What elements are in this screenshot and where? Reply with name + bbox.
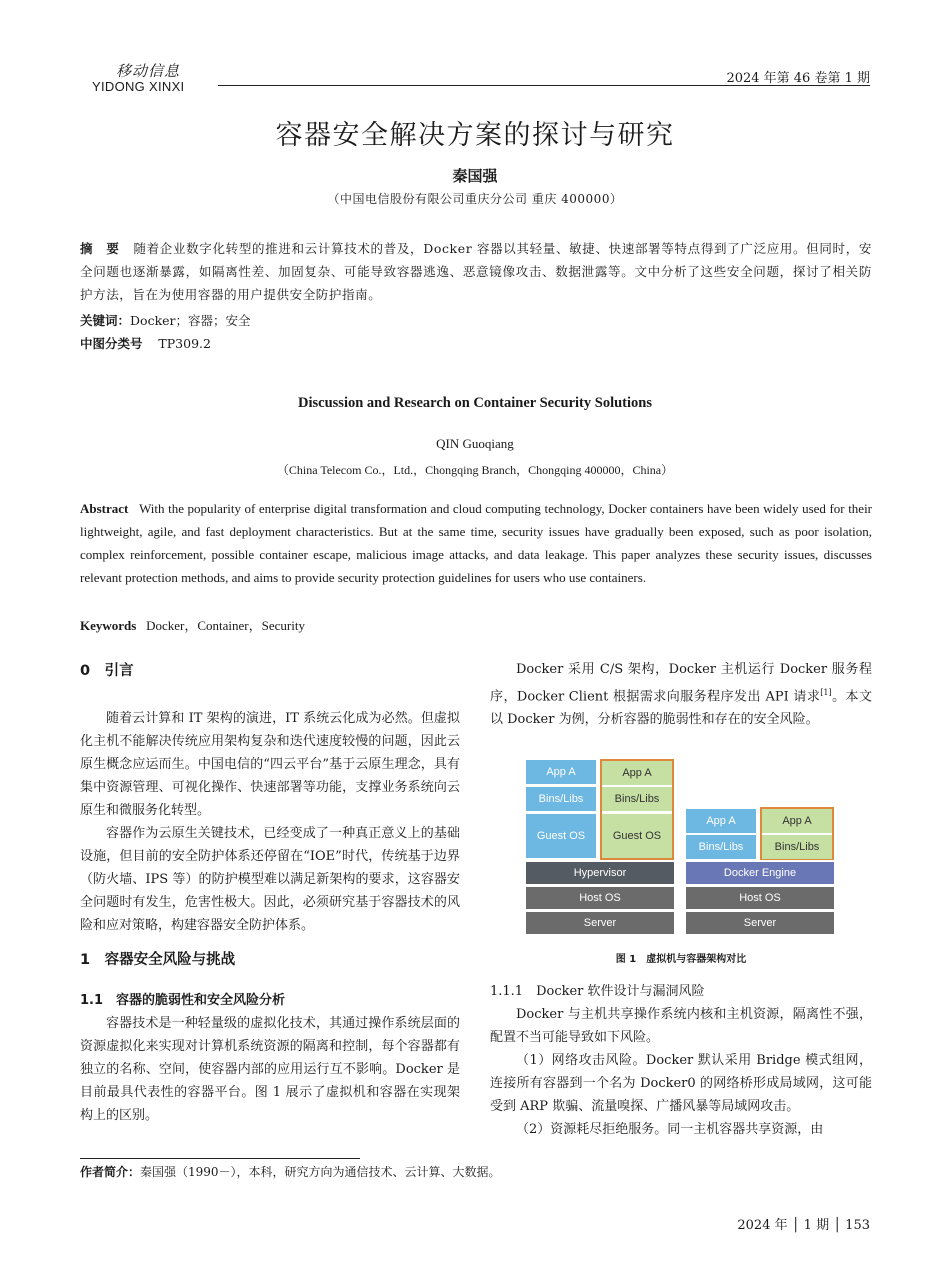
bio-rule xyxy=(80,1158,360,1159)
left-column xyxy=(80,660,460,1127)
vm-guest-os-2: Guest OS xyxy=(602,814,672,858)
citation-1: [1] xyxy=(820,688,832,697)
bio-label: 作者简介： xyxy=(80,1165,141,1179)
class-value: TP309.2 xyxy=(158,336,211,351)
classification xyxy=(80,334,211,352)
author-en: QIN Guoqiang xyxy=(436,436,514,451)
abstract-en-label: Abstract xyxy=(80,501,129,516)
abstract-en-text: With the popularity of enterprise digital transformation and cloud computing technology, Docker containers have been widely used for their lightweight, agile, and fast deployment characteristics. But at the same time, security issues have gradually been exposed, such as poor isolation, complex reinforcement, possible container escape, malicious image attacks, and data leakage. This paper analyzes these security issues, discusses relevant protection methods, and aims to provide security protection guidelines for users who use containers. xyxy=(80,501,873,585)
right-paragraph-1b: 。本文以 Docker 为例，分析容器的脆弱性和存在的安全风险。 xyxy=(490,689,872,728)
page-footer: 2024 年 │ 1 期 │ 153 xyxy=(737,1218,870,1233)
section-0-heading: 0 引言 xyxy=(80,663,134,679)
abstract-label: 摘 要 xyxy=(80,241,120,256)
right-paragraph-1 xyxy=(490,658,872,731)
ct-bins-1: Bins/Libs xyxy=(686,835,756,859)
vm-hypervisor: Hypervisor xyxy=(526,862,674,884)
issue-info: 2024 年第 46 卷第 1 期 xyxy=(726,71,870,86)
paper-title: 容器安全解决方案的探讨与研究 xyxy=(275,120,675,151)
right-column-top xyxy=(490,658,872,731)
vm-bins-2: Bins/Libs xyxy=(602,787,672,811)
ct-app-a-1: App A xyxy=(686,809,756,833)
section-1-1-paragraph: 容器技术是一种轻量级的虚拟化技术，其通过操作系统层面的资源虚拟化来实现对计算机系统资源的隔离和控制，每个容器都有独立的名称、空间，使容器内部的应用运行互不影响。Docker 是目前最具代表性的容器平台。图 1 展示了虚拟机和容器在实现架构上的区别。 xyxy=(80,1016,460,1123)
vm-bins-1: Bins/Libs xyxy=(526,787,596,811)
journal-name-en: YIDONG XINXI xyxy=(92,79,185,94)
vm-app-a-1: App A xyxy=(526,760,596,784)
keywords-en-text: Docker，Container，Security xyxy=(146,618,305,633)
header-rule xyxy=(218,85,870,86)
paper-title-en: Discussion and Research on Container Security Solutions xyxy=(298,395,652,411)
affiliation: （中国电信股份有限公司重庆分公司 重庆 400000） xyxy=(327,192,623,206)
figure-1 xyxy=(490,752,872,942)
author-bio xyxy=(80,1163,501,1180)
ct-bins-2: Bins/Libs xyxy=(762,835,832,859)
right-paragraph-1a: Docker 采用 C/S 架构，Docker 主机运行 Docker 服务程序，Docker Client 根据需求向服务程序发出 API 请求 xyxy=(490,662,872,705)
section-1-heading: 1 容器安全风险与挑战 xyxy=(80,952,236,968)
vm-server: Server xyxy=(526,912,674,934)
right-paragraph-2: Docker 与主机共享操作系统内核和主机资源，隔离性不强，配置不当可能导致如下风险。 xyxy=(490,1007,872,1045)
vm-host-os: Host OS xyxy=(526,887,674,909)
keywords-cn xyxy=(80,311,251,329)
right-column-bottom xyxy=(490,980,872,1141)
keywords-en xyxy=(80,615,305,634)
abstract-cn xyxy=(80,237,872,306)
vm-guest-os-1: Guest OS xyxy=(526,814,596,858)
intro-paragraph-1: 随着云计算和 IT 架构的演进，IT 系统云化成为必然。但虚拟化主机不能解决传统应用架构复杂和迭代速度较慢的问题，因此云原生概念应运而生。中国电信的“四云平台”基于云原生理念，具有集中资源管理、可视化操作、快速部署等功能，支撑业务系统向云原生和微服务化转型。 xyxy=(80,711,460,818)
keywords-label: 关键词： xyxy=(80,313,131,328)
ct-app-a-2: App A xyxy=(762,809,832,833)
section-1-1-heading: 1.1 容器的脆弱性和安全风险分析 xyxy=(80,993,286,1008)
abstract-text: 随着企业数字化转型的推进和云计算技术的普及，Docker 容器以其轻量、敏捷、快速部署等特点得到了广泛应用。但同时，安全问题也逐渐暴露，如隔离性差、加固复杂、可能导致容器逃逸、恶意镜像攻击、数据泄露等。文中分析了这些安全问题，探讨了相关防护方法，旨在为使用容器的用户提供安全防护指南。 xyxy=(80,241,872,302)
author: 秦国强 xyxy=(452,167,498,185)
figure-1-caption: 图 1 虚拟机与容器架构对比 xyxy=(615,954,747,965)
vm-app-a-2: App A xyxy=(602,761,672,785)
right-paragraph-3: （1）网络攻击风险。Docker 默认采用 Bridge 模式组网，连接所有容器到一个名为 Docker0 的网络桥形成局域网，这可能受到 ARP 欺骗、流量嗅探、广播风暴等局域网攻击。 xyxy=(490,1053,872,1114)
ct-server: Server xyxy=(686,912,834,934)
section-1-1-1-heading: 1.1.1 Docker 软件设计与漏洞风险 xyxy=(490,984,705,999)
intro-paragraph-2: 容器作为云原生关键技术，已经变成了一种真正意义上的基础设施，但目前的安全防护体系还停留在“IOE”时代，传统基于边界（防火墙、IPS 等）的防护模型难以满足新架构的要求，这容器安全问题时有发生，危害性极大。因此，必须研究基于容器技术的风险和应对策略，构建容器安全防护体系。 xyxy=(80,826,460,933)
right-paragraph-4: （2）资源耗尽拒绝服务。同一主机容器共享资源，由 xyxy=(516,1122,824,1137)
class-label: 中图分类号 xyxy=(80,336,143,351)
ct-host-os: Host OS xyxy=(686,887,834,909)
ct-docker-engine: Docker Engine xyxy=(686,862,834,884)
abstract-en xyxy=(80,497,872,589)
keywords-text: Docker；容器；安全 xyxy=(130,313,251,328)
keywords-en-label: Keywords xyxy=(80,618,137,633)
affiliation-en: （China Telecom Co.，Ltd.，Chongqing Branch，Chongqing 400000，China） xyxy=(276,463,674,477)
journal-name-cn: 移动信息 xyxy=(116,62,181,80)
bio-text: 秦国强（1990－），本科，研究方向为通信技术、云计算、大数据。 xyxy=(140,1165,501,1179)
